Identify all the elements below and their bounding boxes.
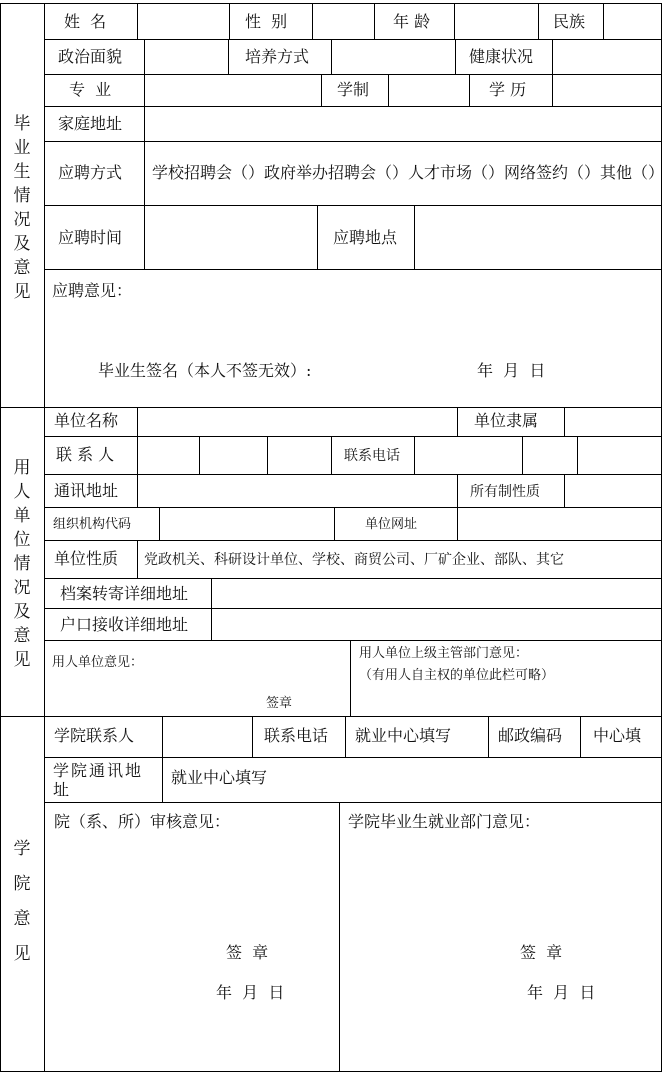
- contact-person-field[interactable]: [138, 437, 330, 474]
- employer-section-side-label: 用人单位情况及意见: [13, 458, 31, 670]
- mail-address-field[interactable]: [138, 475, 456, 507]
- employment-dept-label: 学院毕业生就业部门意见：: [348, 812, 541, 831]
- unit-name-field[interactable]: [138, 408, 456, 436]
- dept-review-label: 院（系、所）审核意见：: [54, 812, 231, 831]
- major-label: 专 业: [69, 80, 112, 99]
- cell-line: [144, 141, 145, 205]
- age-field[interactable]: [455, 4, 537, 39]
- unit-type-options[interactable]: 党政机关、科研设计单位、学校、商贸公司、厂矿企业、部队、其它: [144, 552, 564, 568]
- unit-name-label: 单位名称: [54, 411, 119, 430]
- cell-line: [457, 474, 458, 507]
- postal-code-center-fill: 中心填: [593, 726, 642, 745]
- ethnicity-label: 民族: [553, 12, 586, 31]
- archive-address-field[interactable]: [212, 579, 660, 608]
- dept-review-field[interactable]: [45, 834, 338, 934]
- archive-address-label: 档案转寄详细地址: [60, 584, 189, 603]
- cell-line: [228, 39, 229, 74]
- gender-label: 性 别: [245, 12, 288, 31]
- ownership-field[interactable]: [565, 475, 660, 507]
- apply-opinion-field[interactable]: [45, 300, 660, 350]
- unit-affiliation-label: 单位隶属: [474, 411, 539, 430]
- political-status-field[interactable]: [145, 40, 227, 74]
- org-code-label: 组织机构代码: [53, 517, 132, 532]
- training-mode-field[interactable]: [332, 40, 454, 74]
- ethnicity-field[interactable]: [604, 4, 660, 39]
- college-contact-label: 学院联系人: [54, 726, 135, 745]
- household-address-label: 户口接收详细地址: [60, 615, 189, 634]
- row-line: [44, 269, 662, 270]
- unit-type-label: 单位性质: [54, 549, 119, 568]
- name-label: 姓 名: [64, 12, 107, 31]
- cell-line: [162, 757, 163, 802]
- home-address-field[interactable]: [145, 107, 660, 141]
- college-address-label: 学院通讯地址: [53, 761, 144, 799]
- row-line: [44, 141, 662, 142]
- unit-phone-field[interactable]: [415, 437, 660, 474]
- employment-dept-field[interactable]: [340, 834, 660, 934]
- employment-dept-date: 年 月 日: [527, 983, 596, 1002]
- cell-line: [345, 716, 346, 757]
- unit-affiliation-field[interactable]: [565, 408, 660, 436]
- apply-place-label: 应聘地点: [333, 228, 398, 247]
- cell-line: [137, 540, 138, 578]
- graduate-signature-label: 毕业生签名（本人不签无效）:: [98, 361, 312, 380]
- employment-dept-seal: 签 章: [520, 943, 563, 962]
- cell-line: [580, 716, 581, 757]
- apply-opinion-label: 应聘意见：: [52, 281, 133, 300]
- cell-line: [350, 640, 351, 716]
- political-status-label: 政治面貌: [58, 47, 123, 66]
- schooling-length-label: 学制: [337, 80, 370, 99]
- cell-line: [455, 39, 456, 74]
- health-status-field[interactable]: [553, 40, 660, 74]
- cell-line: [457, 407, 458, 436]
- ownership-label: 所有制性质: [470, 484, 540, 500]
- cell-line: [331, 436, 332, 474]
- postal-code-label: 邮政编码: [498, 726, 563, 745]
- cell-line: [252, 716, 253, 757]
- graduate-section-side-label: 毕业生情况及意见: [13, 114, 31, 302]
- cell-line: [538, 3, 539, 39]
- apply-method-options[interactable]: 学校招聘会（）政府举办招聘会（）人才市场（）网络签约（）其他（）: [152, 163, 664, 182]
- graduate-signature-date: 年 月 日: [477, 361, 546, 380]
- apply-time-field[interactable]: [145, 206, 316, 269]
- education-label: 学 历: [489, 80, 527, 99]
- cell-line: [229, 3, 230, 39]
- cell-line: [334, 507, 335, 540]
- college-section-side-label: 学院意见: [13, 839, 31, 964]
- apply-time-label: 应聘时间: [58, 228, 123, 247]
- college-phone-label: 联系电话: [264, 726, 329, 745]
- major-field[interactable]: [145, 75, 320, 106]
- college-phone-center-fill: 就业中心填写: [355, 726, 452, 745]
- row-line: [44, 640, 662, 641]
- schooling-length-field[interactable]: [389, 75, 468, 106]
- unit-opinion-label: 用人单位意见：: [52, 655, 144, 670]
- training-mode-label: 培养方式: [245, 47, 310, 66]
- border-left: [0, 3, 1, 1072]
- name-field[interactable]: [138, 4, 228, 39]
- mail-address-label: 通讯地址: [54, 481, 119, 500]
- college-contact-field[interactable]: [163, 717, 251, 757]
- home-address-label: 家庭地址: [58, 114, 123, 133]
- gender-field[interactable]: [313, 4, 373, 39]
- row-line: [44, 802, 662, 803]
- superior-opinion-note: （有用人自主权的单位此栏可略）: [359, 668, 555, 683]
- household-address-field[interactable]: [212, 609, 660, 640]
- cell-line: [469, 74, 470, 106]
- health-status-label: 健康状况: [469, 47, 534, 66]
- contact-person-label: 联 系 人: [56, 445, 115, 464]
- unit-seal-label: 签章: [266, 696, 293, 711]
- section-divider: [0, 716, 662, 717]
- superior-opinion-label: 用人单位上级主管部门意见：: [359, 646, 529, 661]
- apply-method-label: 应聘方式: [58, 163, 123, 182]
- cell-line: [488, 716, 489, 757]
- cell-line: [317, 205, 318, 269]
- unit-phone-label: 联系电话: [344, 448, 400, 464]
- unit-opinion-field[interactable]: [45, 672, 349, 694]
- cell-line: [321, 74, 322, 106]
- unit-website-label: 单位网址: [365, 517, 418, 532]
- border-bottom: [0, 1071, 662, 1072]
- org-code-field[interactable]: [160, 508, 333, 540]
- age-label: 年 龄: [393, 12, 431, 31]
- apply-place-field[interactable]: [415, 206, 660, 269]
- cell-line: [374, 3, 375, 39]
- education-field[interactable]: [553, 75, 660, 106]
- college-address-center-fill: 就业中心填写: [171, 768, 268, 787]
- dept-review-date: 年 月 日: [216, 983, 285, 1002]
- dept-review-seal: 签 章: [226, 943, 269, 962]
- unit-website-field[interactable]: [458, 508, 660, 540]
- row-line: [44, 757, 662, 758]
